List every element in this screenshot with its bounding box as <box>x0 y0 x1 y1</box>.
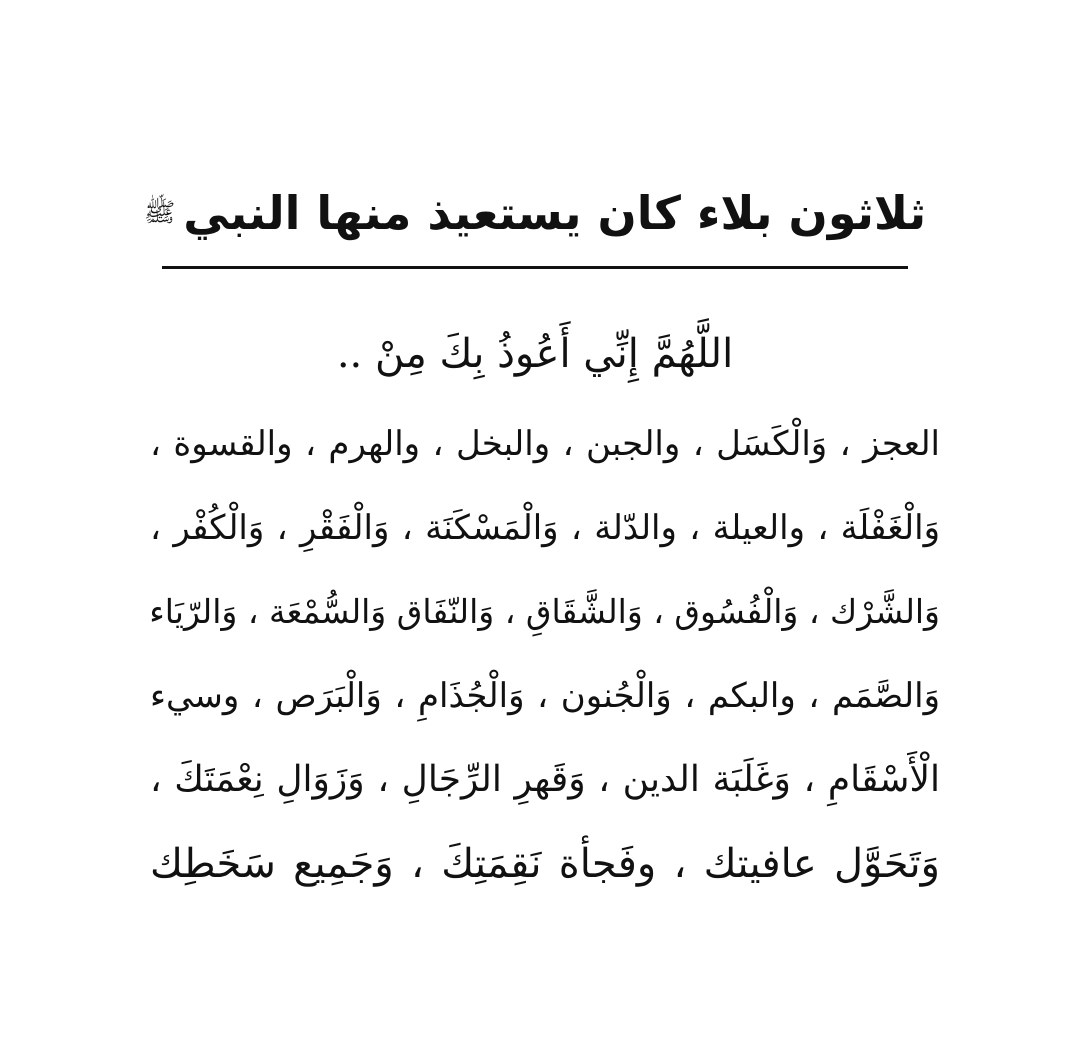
text-line: وَالشَّرْك ، وَالْفُسُوق ، وَالشَّقَاقِ ، وَالنّفَاق وَالسُّمْعَة ، وَالرّيَاء <box>149 592 940 631</box>
text-line: الْأَسْقَامِ ، وَغَلَبَة الدين ، وَقَهرِ الرِّجَالِ ، وَزَوَالِ نِعْمَتَكَ ، <box>150 759 940 800</box>
page-title: ثلاثون بلاء كان يستعيذ منها النبي <box>183 186 927 240</box>
supplication-body <box>150 402 940 906</box>
text-line: وَالصَّمَم ، والبكم ، وَالْجُنون ، وَالْجُذَامِ ، وَالْبَرَص ، وسيء <box>150 676 940 716</box>
honorific-glyph: ﷺ <box>143 198 176 228</box>
text-line: وَتَحَوَّل عافيتك ، وفَجأة نَقِمَتِكَ ، وَجَمِيع سَخَطِك <box>150 841 940 887</box>
opening-supplication: اللَّهُمَّ إِنِّي أَعُوذُ بِكَ مِنْ .. <box>336 331 734 377</box>
text-line: العجز ، وَالْكَسَل ، والجبن ، والبخل ، والهرم ، والقسوة ، <box>150 424 940 464</box>
title-block <box>143 178 927 248</box>
text-line: وَالْغَفْلَة ، والعيلة ، والدّلة ، وَالْمَسْكَنَة ، وَالْفَقْرِ ، وَالْكُفْر ، <box>150 508 940 548</box>
title-divider <box>162 266 908 269</box>
